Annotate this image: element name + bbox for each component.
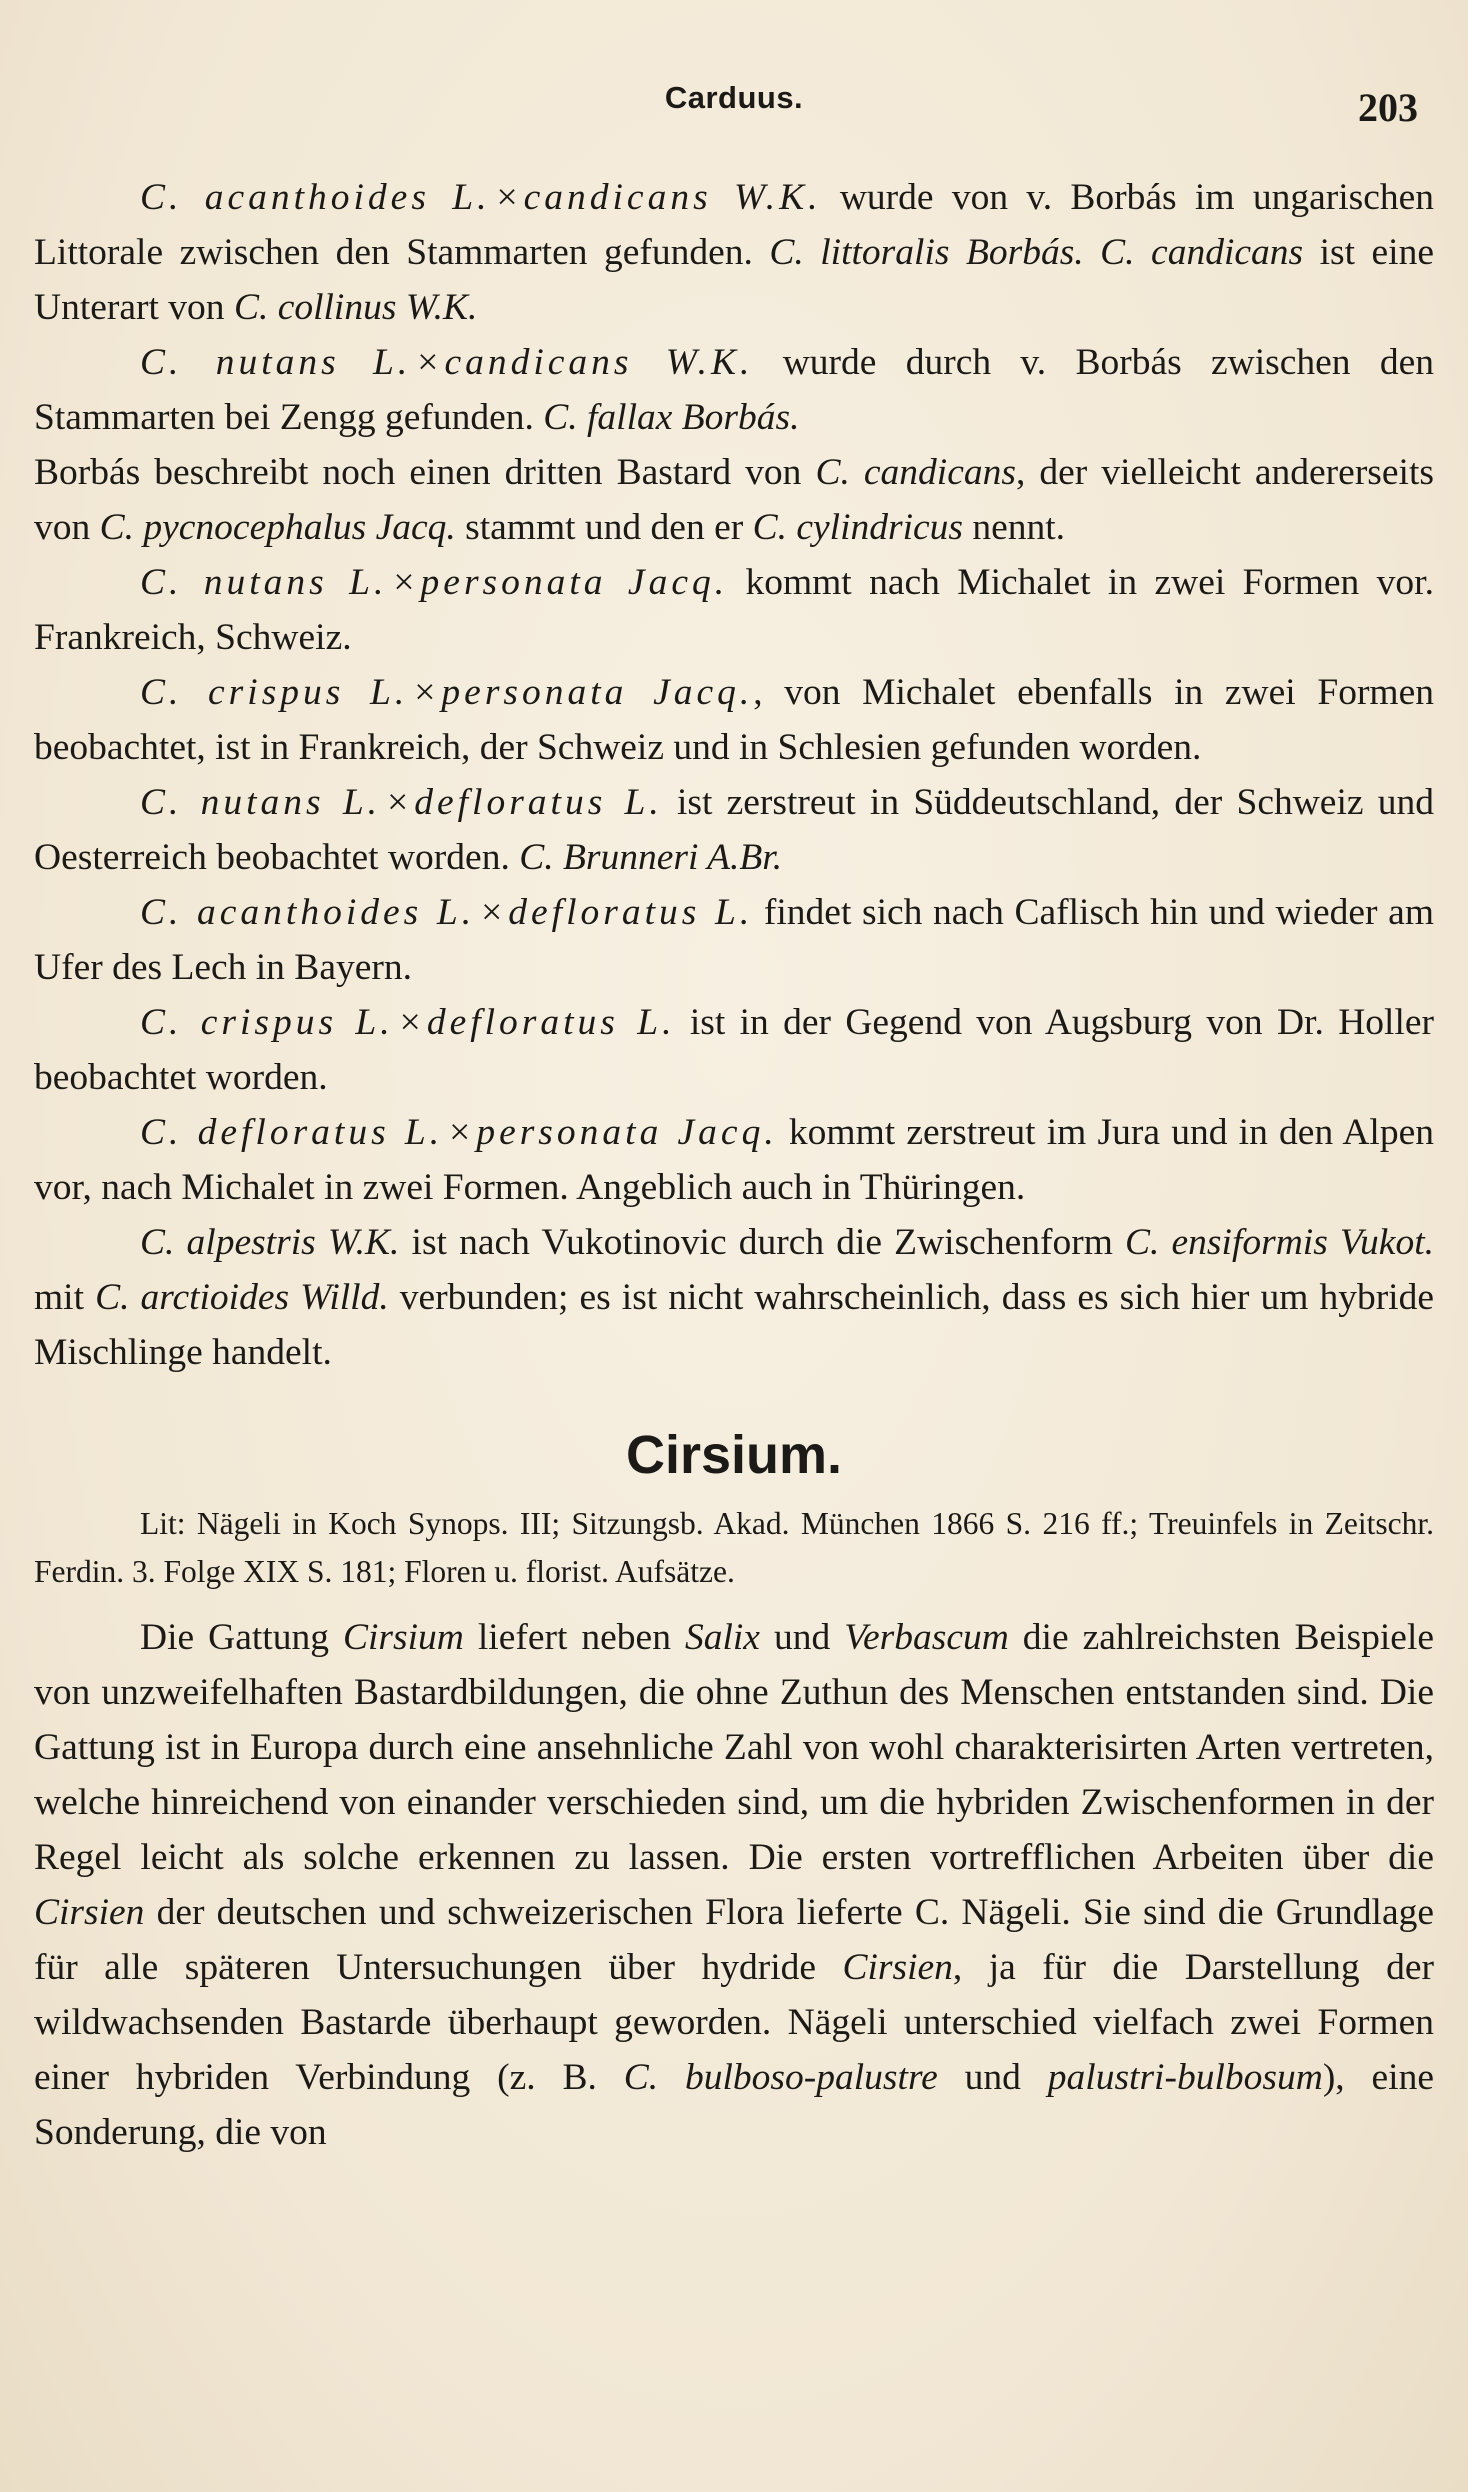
hybrid-name: C. littoralis Borbás. [769,232,1084,273]
genus-name: Salix [684,1617,760,1658]
entry-acanthoides-defloratus [34,885,1434,995]
species-name: C. pycnocephalus Jacq. [99,507,456,548]
genus-name: Cirsien [34,1892,145,1933]
intro-text: und [759,1617,845,1658]
entry-text: ist in der Gegend von Augsburg von Dr. Holler beobachtet worden. [34,1002,1434,1098]
parent-species: personata Jacq. [441,672,754,713]
entry-text: ist zerstreut in Süddeutschland, der Schweiz und Oesterreich beobachtet worden. [34,782,1434,878]
parent-species: C. acanthoides L. [140,177,491,218]
entry-defloratus-personata [34,1105,1434,1215]
entry-alpestris [34,1215,1434,1380]
entry-text: , der vielleicht andererseits von [34,452,1434,548]
intro-text: , ja für die Darstellung der wildwachsenden Bastarde überhaupt geworden. Nägeli unterschied vielfach zwei Formen einer hybriden Verbindung (z. B. [34,1947,1434,2098]
entry-text: mit [34,1277,96,1318]
cross-symbol: × [496,177,518,218]
entry-text: ist eine Unterart von [34,232,1434,328]
cross-symbol: × [393,562,415,603]
entry-crispus-personata [34,665,1434,775]
page-header [34,0,1434,170]
entry-crispus-defloratus [34,995,1434,1105]
species-name: C. ensiformis Vukot. [1125,1222,1434,1263]
entry-text: , von Michalet ebenfalls in zwei Formen beobachtet, ist in Frankreich, der Schweiz und in Schlesien gefunden worden. [34,672,1434,768]
page-body [34,170,1434,2160]
parent-species: defloratus L. [508,892,754,933]
parent-species: defloratus L. [426,1002,676,1043]
cross-symbol: × [449,1112,471,1153]
entry-text: stammt und den er [455,507,753,548]
hybrid-name: C. fallax Borbás. [543,397,800,438]
intro-text: Die Gattung [140,1617,343,1658]
genus-name: Verbascum [844,1617,1009,1658]
parent-species: C. crispus L. [140,1002,394,1043]
parent-species: C. nutans L. [140,782,382,823]
parent-species: C. crispus L. [140,672,409,713]
parent-species: defloratus L. [414,782,663,823]
parent-species: personata Jacq. [476,1112,778,1153]
parent-species: C. nutans L. [140,342,412,383]
cross-symbol: × [387,782,409,823]
entry-nutans-defloratus [34,775,1434,885]
species-name: C. alpestris W.K. [140,1222,400,1263]
entry-text: verbunden; es ist nicht wahrscheinlich, dass es sich hier um hybride Mischlinge handelt. [34,1277,1434,1373]
section-title: Cirsium. [625,1425,843,1485]
parent-species: personata Jacq. [420,562,729,603]
species-name: C. candicans [1100,232,1304,273]
entry-text: wurde durch v. Borbás zwischen den Stammarten bei Zengg gefunden. [34,342,1434,438]
entry-text: wurde von v. Borbás im ungarischen Littorale zwischen den Stammarten gefunden. [34,177,1435,273]
hybrid-name: C. Brunneri A.Br. [519,837,783,878]
species-name: C. arctioides Willd. [95,1277,389,1318]
parent-species: candicans W.K. [444,342,754,383]
species-name: palustri-bulbosum [1047,2057,1323,2098]
cirsium-intro [34,1610,1434,2160]
intro-text: die zahlreichsten Beispiele von unzweifelhaften Bastardbildungen, die ohne Zuthun des Menschen entstanden sind. Die Gattung ist in Europa durch eine ansehnliche Zahl von wohl charakterisirten Arten vertreten, welche hinreichend von einander verschieden sind, um die hybriden Zwischenformen in der Regel leicht als solche erkennen zu lassen. Die ersten vortrefflichen Arbeiten über die [34,1617,1435,1878]
genus-name: Cirsien [842,1947,953,1988]
intro-text: der deutschen und schweizerischen Flora lieferte C. Nägeli. Sie sind die Grundlage für alle späteren Untersuchungen über hydride [34,1892,1434,1988]
entry-nutans-personata [34,555,1434,665]
entry-text: kommt nach Michalet in zwei Formen vor. Frankreich, Schweiz. [34,562,1434,658]
cross-symbol: × [481,892,503,933]
cross-symbol: × [417,342,439,383]
entry-text: findet sich nach Caflisch hin und wieder am Ufer des Lech in Bayern. [34,892,1434,988]
cross-symbol: × [399,1002,421,1043]
genus-name: Cirsium [342,1617,464,1658]
parent-species: candicans W.K. [523,177,822,218]
entry-text: kommt zerstreut im Jura und in den Alpen vor, nach Michalet in zwei Formen. Angeblich auch in Thüringen. [34,1112,1434,1208]
running-head: Carduus. [664,80,804,115]
intro-text: liefert neben [463,1617,685,1658]
intro-text: ), eine Sonderung, die von [34,2057,1434,2153]
page-number: 203 [1358,85,1418,130]
species-name: C. bulboso-palustre [623,2057,938,2098]
species-name: C. collinus W.K. [233,287,478,328]
literature-references: Lit: Nägeli in Koch Synops. III; Sitzungsb. Akad. München 1866 S. 216 ff.; Treuinfels in Zeitschr. Ferdin. 3. Folge XIX S. 181; Floren u. florist. Aufsätze. [34,1506,1434,1589]
cross-symbol: × [414,672,436,713]
entry-borbas-third-bastard [34,445,1434,555]
parent-species: C. acanthoides L. [140,892,476,933]
intro-text: und [937,2057,1048,2098]
entry-text: nennt. [962,507,1066,548]
species-name: C. cylindricus [752,507,963,548]
entry-nutans-candicans [34,335,1434,445]
entry-text [1084,232,1101,273]
entry-text: Borbás beschreibt noch einen dritten Bastard von [34,452,816,493]
parent-species: C. nutans L. [140,562,388,603]
entry-acanthoides-candicans [34,170,1434,335]
species-name: C. candicans [815,452,1016,493]
entry-text: ist nach Vukotinovic durch die Zwischenform [399,1222,1126,1263]
parent-species: C. defloratus L. [140,1112,444,1153]
